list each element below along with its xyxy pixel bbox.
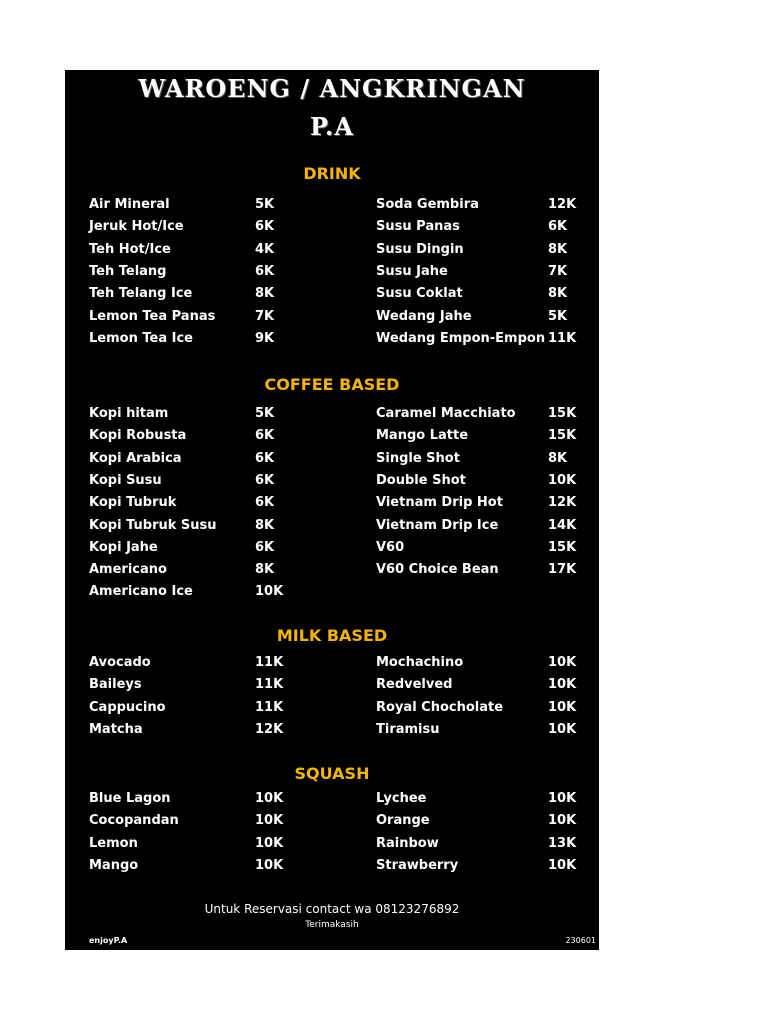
menu-item-price: 15K bbox=[548, 428, 577, 444]
menu-item-name: Double Shot bbox=[376, 472, 466, 488]
menu-item-price: 10K bbox=[255, 835, 284, 851]
menu-item-price: 10K bbox=[548, 677, 577, 693]
menu-item-name: Susu Coklat bbox=[376, 286, 463, 302]
menu-item-price: 10K bbox=[255, 791, 284, 806]
menu-item-price: 6K bbox=[255, 539, 275, 555]
menu-item-name: Lemon bbox=[89, 835, 138, 851]
menu-item-price: 8K bbox=[255, 562, 275, 578]
menu-item-name: Kopi Susu bbox=[89, 472, 162, 488]
reservation-contact: Untuk Reservasi contact wa 08123276892 bbox=[204, 902, 460, 916]
menu-item-price: 10K bbox=[548, 655, 577, 670]
enjoy-tag: enjoyP.A bbox=[89, 936, 128, 945]
menu-item-price: 5K bbox=[255, 406, 275, 421]
menu-item-name: Mango bbox=[89, 857, 139, 873]
menu-item-name: Caramel Macchiato bbox=[376, 406, 516, 421]
menu-item-name: Orange bbox=[376, 813, 430, 829]
menu-item-price: 8K bbox=[548, 241, 568, 257]
menu-item-price: 12K bbox=[548, 495, 577, 511]
menu-item-name: Teh Telang bbox=[89, 263, 167, 279]
menu-item-price: 6K bbox=[255, 450, 275, 466]
menu-item-price: 8K bbox=[255, 517, 275, 533]
menu-item-price: 4K bbox=[255, 241, 275, 257]
menu-item-name: Susu Dingin bbox=[376, 241, 464, 257]
menu-item-price: 11K bbox=[255, 677, 284, 693]
menu-item-price: 10K bbox=[548, 472, 577, 488]
menu-item-name: Lemon Tea Ice bbox=[89, 330, 193, 346]
menu-item-name: Cappucino bbox=[89, 699, 166, 715]
menu-item-name: Americano Ice bbox=[89, 584, 193, 600]
menu-item-price: 10K bbox=[548, 699, 577, 715]
menu-item-name: Wedang Jahe bbox=[376, 308, 472, 324]
menu-item-name: Strawberry bbox=[376, 857, 459, 873]
menu-item-price: 17K bbox=[548, 562, 577, 578]
section-header: MILK BASED bbox=[276, 626, 388, 645]
menu-item-price: 5K bbox=[255, 197, 275, 212]
menu-item-name: Kopi Tubruk Susu bbox=[89, 517, 217, 533]
menu-item-price: 10K bbox=[255, 813, 284, 829]
menu-item-price: 9K bbox=[255, 330, 275, 346]
section-header: COFFEE BASED bbox=[264, 375, 400, 394]
menu-item-name: Cocopandan bbox=[89, 813, 179, 829]
menu-item-name: Teh Hot/Ice bbox=[89, 241, 171, 257]
menu-item-name: Vietnam Drip Ice bbox=[376, 517, 499, 533]
menu-item-price: 10K bbox=[255, 857, 284, 873]
menu-item-name: Single Shot bbox=[376, 450, 460, 466]
menu-item-price: 10K bbox=[548, 813, 577, 829]
menu-item-price: 6K bbox=[255, 472, 275, 488]
menu-item-price: 6K bbox=[548, 219, 568, 235]
menu-item-name: Lychee bbox=[376, 791, 427, 806]
menu-item-price: 6K bbox=[255, 219, 275, 235]
menu-item-name: Teh Telang Ice bbox=[89, 286, 193, 302]
menu-item-name: Baileys bbox=[89, 677, 142, 693]
menu-item-name: Rainbow bbox=[376, 835, 439, 851]
menu-item-name: Avocado bbox=[89, 655, 151, 670]
menu-item-price: 8K bbox=[255, 286, 275, 302]
menu-item-price: 5K bbox=[548, 308, 568, 324]
menu-item-name: Kopi Jahe bbox=[89, 539, 158, 555]
menu-item-price: 13K bbox=[548, 835, 577, 851]
version-code: 230601 bbox=[565, 936, 596, 945]
menu-item-name: Matcha bbox=[89, 721, 143, 737]
menu-item-price: 11K bbox=[255, 699, 284, 715]
menu-item-name: Wedang Empon-Empon bbox=[376, 330, 546, 346]
menu-title-line2: P.A bbox=[309, 112, 355, 141]
menu-item-price: 12K bbox=[255, 721, 284, 737]
menu-item-price: 10K bbox=[548, 721, 577, 737]
menu-item-price: 11K bbox=[548, 330, 577, 346]
menu-item-name: Blue Lagon bbox=[89, 791, 171, 806]
menu-item-price: 10K bbox=[255, 584, 284, 600]
thank-you-note: Terimakasih bbox=[305, 920, 359, 930]
section-header: SQUASH bbox=[294, 764, 370, 783]
menu-item-price: 6K bbox=[255, 263, 275, 279]
menu-item-price: 10K bbox=[548, 791, 577, 806]
menu-item-name: Jeruk Hot/Ice bbox=[89, 219, 184, 235]
menu-item-name: V60 Choice Bean bbox=[376, 562, 499, 578]
menu-item-name: Redvelved bbox=[376, 677, 453, 693]
menu-item-price: 14K bbox=[548, 517, 577, 533]
menu-title-line1: WAROENG / ANGKRINGAN bbox=[138, 74, 526, 103]
menu-item-price: 6K bbox=[255, 495, 275, 511]
menu-item-name: Kopi hitam bbox=[89, 406, 169, 421]
menu-item-name: Kopi Robusta bbox=[89, 428, 187, 444]
menu-item-name: Kopi Tubruk bbox=[89, 495, 177, 511]
menu-item-price: 8K bbox=[548, 286, 568, 302]
menu-item-name: Soda Gembira bbox=[376, 197, 479, 212]
menu-item-price: 15K bbox=[548, 406, 577, 421]
menu-item-price: 11K bbox=[255, 655, 284, 670]
menu-item-name: Vietnam Drip Hot bbox=[376, 495, 503, 511]
menu-item-name: V60 bbox=[376, 539, 405, 555]
menu-item-name: Susu Panas bbox=[376, 219, 460, 235]
menu-item-name: Mochachino bbox=[376, 655, 464, 670]
menu-item-price: 15K bbox=[548, 539, 577, 555]
menu-item-price: 7K bbox=[548, 263, 568, 279]
menu-item-price: 10K bbox=[548, 857, 577, 873]
menu-board bbox=[65, 70, 599, 950]
menu-item-name: Royal Chocholate bbox=[376, 699, 504, 715]
menu-item-name: Susu Jahe bbox=[376, 263, 448, 279]
menu-item-price: 7K bbox=[255, 308, 275, 324]
menu-item-price: 12K bbox=[548, 197, 577, 212]
menu-item-name: Air Mineral bbox=[89, 197, 170, 212]
menu-item-name: Lemon Tea Panas bbox=[89, 308, 216, 324]
menu-item-price: 8K bbox=[548, 450, 568, 466]
section-header: DRINK bbox=[303, 164, 361, 183]
menu-item-name: Americano bbox=[89, 562, 167, 578]
menu-item-price: 6K bbox=[255, 428, 275, 444]
menu-item-name: Mango Latte bbox=[376, 428, 469, 444]
menu-item-name: Kopi Arabica bbox=[89, 450, 182, 466]
menu-item-name: Tiramisu bbox=[376, 721, 440, 737]
